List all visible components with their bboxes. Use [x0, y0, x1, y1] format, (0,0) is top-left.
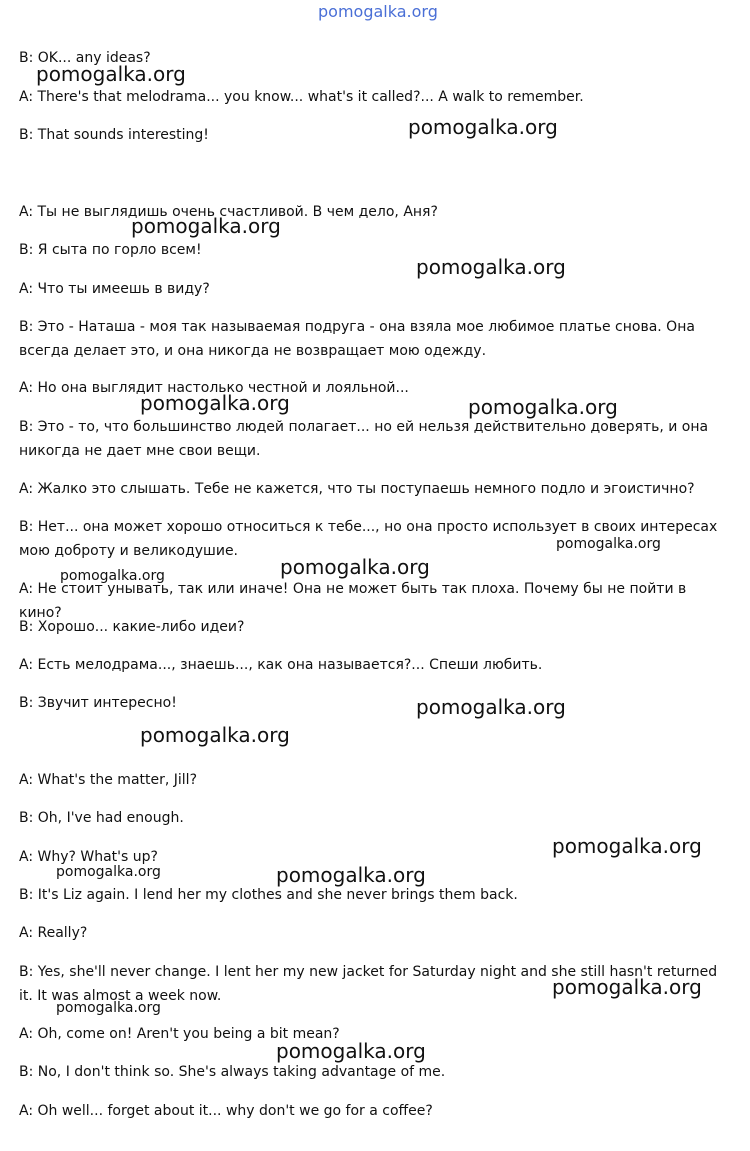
dialogue-line: A: Не стоит унывать, так или иначе! Она не может быть так плоха. Почему бы не пойти в кино? [19, 581, 691, 621]
watermark: pomogalka.org [468, 395, 618, 419]
watermark: pomogalka.org [56, 864, 161, 880]
dialogue-line: B: It's Liz again. I lend her my clothes and she never brings them back. [19, 887, 518, 903]
dialogue-line: B: Я сыта по горло всем! [19, 242, 202, 258]
header-watermark: pomogalka.org [318, 2, 438, 21]
watermark: pomogalka.org [56, 1000, 161, 1016]
watermark: pomogalka.org [131, 214, 281, 238]
dialogue-line: A: What's the matter, Jill? [19, 772, 197, 788]
dialogue-line: A: Oh, come on! Aren't you being a bit mean? [19, 1026, 340, 1042]
dialogue-line: A: There's that melodrama... you know... what's it called?... A walk to remember. [19, 89, 584, 105]
watermark: pomogalka.org [140, 723, 290, 747]
watermark: pomogalka.org [36, 62, 186, 86]
watermark: pomogalka.org [408, 115, 558, 139]
watermark: pomogalka.org [416, 255, 566, 279]
dialogue-line: A: Но она выглядит настолько честной и лояльной... [19, 380, 409, 396]
watermark: pomogalka.org [276, 863, 426, 887]
dialogue-line: B: Yes, she'll never change. I lent her my new jacket for Saturday night and she still hasn't returned it. It was almost a week now. [19, 964, 722, 1004]
watermark: pomogalka.org [60, 568, 165, 584]
dialogue-line: B: Звучит интересно! [19, 695, 177, 711]
dialogue-line: A: Really? [19, 925, 88, 941]
watermark: pomogalka.org [552, 975, 702, 999]
watermark: pomogalka.org [556, 536, 661, 552]
dialogue-line: A: Что ты имеешь в виду? [19, 281, 210, 297]
dialogue-line: B: OK... any ideas? [19, 50, 151, 66]
watermark: pomogalka.org [416, 695, 566, 719]
dialogue-line: B: Нет... она может хорошо относиться к тебе..., но она просто использует в своих интересах мою доброту и великодушие. [19, 519, 722, 559]
dialogue-line: A: Oh well... forget about it... why don't we go for a coffee? [19, 1103, 433, 1119]
watermark: pomogalka.org [552, 834, 702, 858]
watermark: pomogalka.org [276, 1039, 426, 1063]
dialogue-line: B: Это - Наташа - моя так называемая подруга - она взяла мое любимое платье снова. Она всегда делает это, и она никогда не возвращает мою одежду. [19, 319, 700, 359]
dialogue-line: A: Why? What's up? [19, 849, 158, 865]
watermark: pomogalka.org [280, 555, 430, 579]
watermark: pomogalka.org [140, 391, 290, 415]
dialogue-line: B: No, I don't think so. She's always taking advantage of me. [19, 1064, 446, 1080]
dialogue-line: A: Ты не выглядишь очень счастливой. В чем дело, Аня? [19, 204, 438, 220]
dialogue-line: B: Oh, I've had enough. [19, 810, 184, 826]
dialogue-line: B: Это - то, что большинство людей полагает... но ей нельзя действительно доверять, и она никогда не дает мне свои вещи. [19, 419, 713, 459]
dialogue-line: A: Жалко это слышать. Тебе не кажется, что ты поступаешь немного подло и эгоистично? [19, 481, 695, 497]
dialogue-line: B: Хорошо... какие-либо идеи? [19, 619, 245, 635]
dialogue-line: B: That sounds interesting! [19, 127, 209, 143]
dialogue-line: A: Есть мелодрама..., знаешь..., как она называется?... Спеши любить. [19, 657, 543, 673]
